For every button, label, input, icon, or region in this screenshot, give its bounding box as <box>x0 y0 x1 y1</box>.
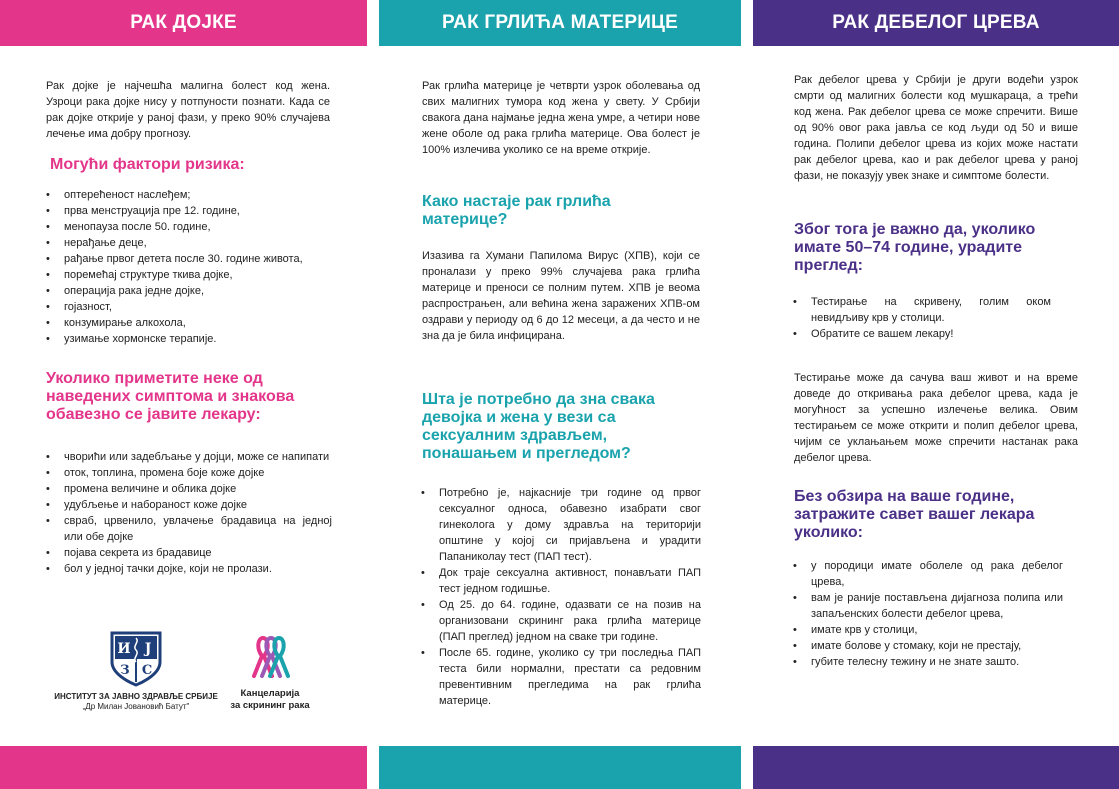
list-item: • губите телесну тежину и не знате зашто. <box>791 654 1063 670</box>
list-item: • Од 25. до 64. године, одазвати се на позив на организовани скрининг рака грлића материце (ПАП преглед) једном на сваке три године. <box>419 597 701 645</box>
list-item: • оток, топлина, промена боје коже дојке <box>44 465 332 481</box>
list-item: • имате болове у стомаку, који не престају, <box>791 638 1063 654</box>
breast-cancer-intro: Рак дојке је најчешћа малигна болест код жена. Узроци рака дојке нису у потпуности познати. Када се рак дојке открије у раној фази, у преко 90% случајева лечење има добру прогнозу. <box>46 80 330 140</box>
svg-text:Ј: Ј <box>144 641 152 657</box>
age-screening-list <box>791 294 1051 342</box>
screening-office-logo <box>220 630 320 712</box>
list-item: • удубљење и набораност коже дојке <box>44 497 332 513</box>
cervical-cancer-footer-bar <box>379 746 741 789</box>
institute-name: ИНСТИТУТ ЗА ЈАВНО ЗДРАВЉЕ СРБИЈЕ <box>54 692 218 701</box>
list-item: • Обратите се вашем лекару! <box>791 326 1051 342</box>
list-item: • После 65. године, уколико су три последња ПАП теста били нормални, престати са редовним превентивним прегледима на рак грлића материце. <box>419 645 701 709</box>
breast-cancer-header: РАК ДОЈКЕ <box>0 0 367 46</box>
ribbons-icon <box>244 632 296 682</box>
logos <box>46 630 336 720</box>
doctor-advice-heading: Без обзира на ваше године, затражите савет вашег лекара уколико: <box>794 488 1035 541</box>
list-item: • појава секрета из брадавице <box>44 545 332 561</box>
symptoms-list <box>44 449 332 577</box>
cervical-cancer-panel <box>379 0 741 789</box>
list-item: • поремећај структуре ткива дојке, <box>44 267 334 283</box>
how-it-develops-text: Изазива га Хумани Папилома Вирус (ХПВ), који се проналази у преко 99% случајева рака грлића материце и преноси се полним путем. ХПВ је веома распрострањен, али већина жена заражених ХПВ-ом оздрави у периоду од 6 до 12 месеци, а да често и не зна да је била инфицирана. <box>422 250 700 342</box>
screening-office-name: Канцеларија <box>240 688 300 699</box>
list-item: • имате крв у столици, <box>791 622 1063 638</box>
list-item: • свраб, црвенило, увлачење брадавица на једној или обе дојке <box>44 513 332 545</box>
list-item: • чворићи или задебљање у дојци, може се напипати <box>44 449 332 465</box>
cervical-cancer-header: РАК ГРЛИЋА МАТЕРИЦЕ <box>379 0 741 46</box>
institute-subname: „Др Милан Јовановић Батут" <box>82 702 190 711</box>
how-it-develops-heading: Како настаје рак грлића материце? <box>422 193 611 228</box>
what-to-know-list <box>419 485 701 709</box>
list-item: • гојазност, <box>44 299 334 315</box>
list-item: • Док траје сексуална активност, понављати ПАП тест једном годишње. <box>419 565 701 597</box>
svg-text:З: З <box>120 663 130 678</box>
list-item: • прва менструација пре 12. године, <box>44 203 334 219</box>
list-item: • нерађање деце, <box>44 235 334 251</box>
colon-cancer-footer-bar <box>753 746 1119 789</box>
list-item: • Потребно је, најкасније три године од првог сексуалног односа, обавезно изабрати свог гинеколога у дому здравља на територији општине у којој си пријављена и урадити Папаниколау тест (ПАП тест). <box>419 485 701 565</box>
list-item: • Тестирање на скривену, голим оком невидљиву крв у столици. <box>791 294 1051 326</box>
breast-cancer-footer-bar <box>0 746 367 789</box>
age-screening-heading: Због тога је важно да, уколико имате 50–74 године, урадите преглед: <box>794 221 1036 274</box>
risk-factors-heading: Могући фактори ризика: <box>50 156 245 173</box>
list-item: • вам је раније постављена дијагноза полипа или запаљенских болести дебелог црева, <box>791 590 1063 622</box>
testing-text: Тестирање може да сачува ваш живот и на време доведе до откривања рака дебелог црева, када је могућност за успешно излечење велика. Овим тестирањем се може открити и полип дебелог црева, чијим се уклањањем може спречити настанак рака дебелог црева. <box>794 372 1078 464</box>
colon-cancer-panel <box>753 0 1119 789</box>
symptoms-heading: Уколико приметите неке од наведених симптома и знакова обавезно се јавите лекару: <box>46 370 295 423</box>
list-item: • промена величине и облика дојке <box>44 481 332 497</box>
colon-cancer-header: РАК ДЕБЕЛОГ ЦРЕВА <box>753 0 1119 46</box>
svg-text:С: С <box>141 663 153 678</box>
list-item: • конзумирање алкохола, <box>44 315 334 331</box>
list-item: • у породици имате оболеле од рака дебелог црева, <box>791 558 1063 590</box>
list-item: • рађање првог детета после 30. године живота, <box>44 251 334 267</box>
screening-office-subname: за скрининг рака <box>230 700 310 711</box>
cervical-cancer-intro: Рак грлића материце је четврти узрок оболевања од свих малигних тумора код жена у свету. У Србији свакога дана најмање једна жена умре, а четири нове жене оболе од рака грлића материце. Ова болест је 100% излечива уколико се на време открије. <box>422 80 700 156</box>
list-item: • узимање хормонске терапије. <box>44 331 334 347</box>
svg-text:И: И <box>117 641 131 657</box>
institute-logo <box>46 630 226 712</box>
list-item: • оптерећеност наслеђем; <box>44 187 334 203</box>
institute-emblem-icon <box>109 630 163 688</box>
what-to-know-heading: Шта је потребно да зна свака девојка и жена у вези са сексуалним здрављем, понашањем и прегледом? <box>422 391 655 462</box>
list-item: • операција рака једне дојке, <box>44 283 334 299</box>
list-item: • бол у једној тачки дојке, који не пролази. <box>44 561 332 577</box>
breast-cancer-panel <box>0 0 367 789</box>
risk-factors-list <box>44 187 334 347</box>
list-item: • менопауза после 50. године, <box>44 219 334 235</box>
doctor-advice-list <box>791 558 1063 670</box>
colon-cancer-intro: Рак дебелог црева у Србији је други водећи узрок смрти од малигних болести код мушкараца, а трећи код жена. Рак дебелог црева се може спречити. Више од 90% овог рака јавља се код људи од 50 и више година. Полипи дебелог црева из којих може настати рак дебелог црева, као и рак дебелог црева у раној фази, не показују увек знаке и симптоме болести. <box>794 74 1078 182</box>
